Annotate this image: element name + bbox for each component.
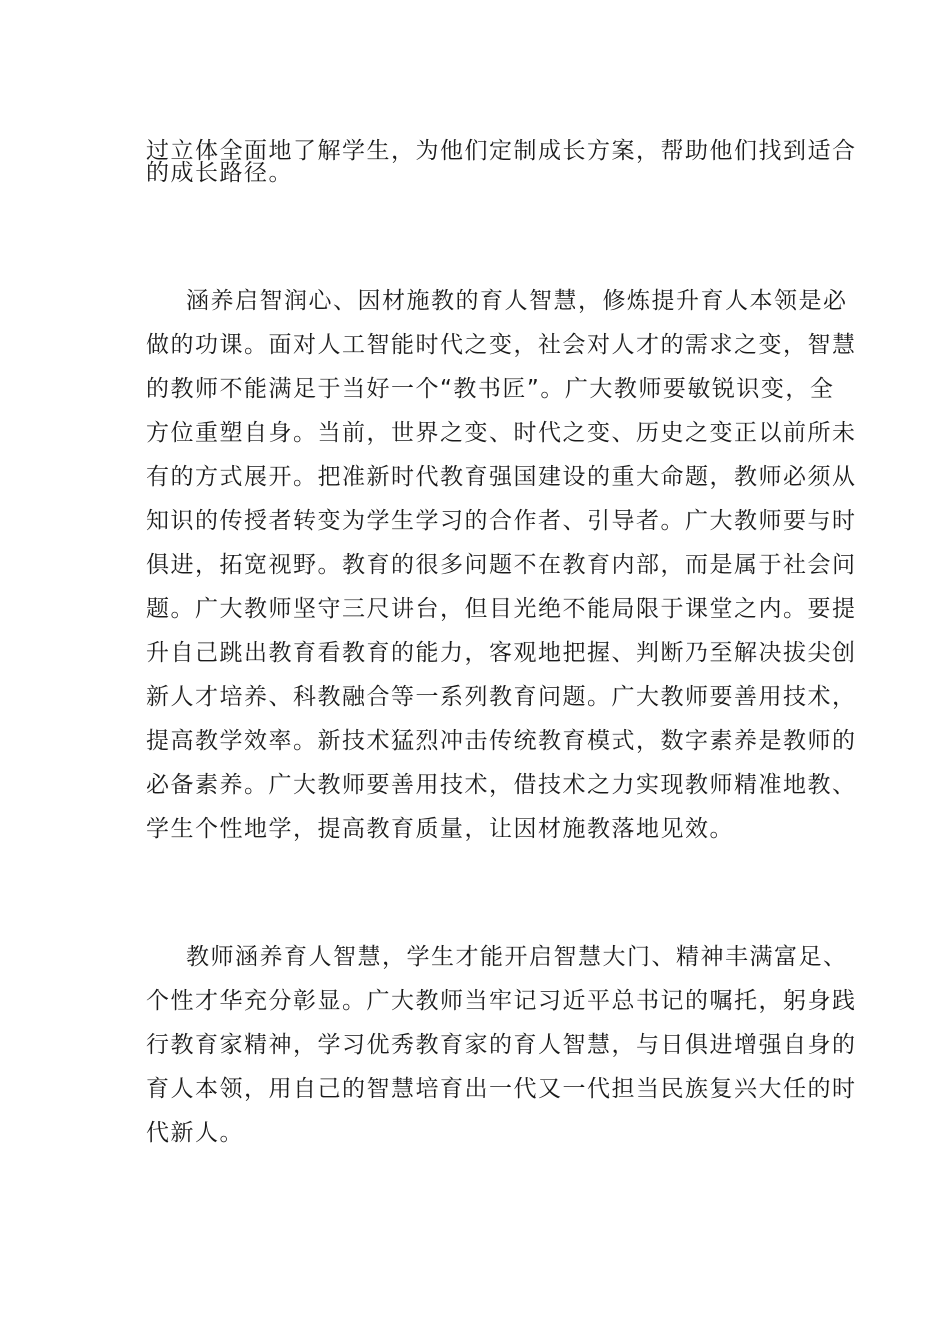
- paragraph-1-line-2: 的成长路径。: [146, 160, 293, 186]
- paragraph-2-line-11: 提高教学效率。新技术猛烈冲击传统教育模式，数字素养是教师的: [146, 728, 857, 754]
- paragraph-2-line-12: 必备素养。广大教师要善用技术，借技术之力实现教师精准地教、: [146, 772, 857, 798]
- paragraph-2-line-13: 学生个性地学，提高教育质量，让因材施教落地见效。: [146, 816, 734, 842]
- paragraph-2-line-1: 涵养启智润心、因材施教的育人智慧，修炼提升育人本领是必: [186, 288, 848, 314]
- paragraph-2-line-10: 新人才培养、科教融合等一系列教育问题。广大教师要善用技术，: [146, 684, 857, 710]
- paragraph-2-line-3: 的教师不能满足于当好一个“教书匠”。广大教师要敏锐识变，全: [146, 376, 835, 402]
- paragraph-3-line-1: 教师涵养育人智慧，学生才能开启智慧大门、精神丰满富足、: [186, 944, 848, 970]
- paragraph-3-line-2: 个性才华充分彰显。广大教师当牢记习近平总书记的嘱托，躬身践: [146, 988, 857, 1014]
- paragraph-2-line-6: 知识的传授者转变为学生学习的合作者、引导者。广大教师要与时: [146, 508, 857, 534]
- paragraph-2-line-9: 升自己跳出教育看教育的能力，客观地把握、判断乃至解决拔尖创: [146, 640, 857, 666]
- paragraph-2-line-5: 有的方式展开。把准新时代教育强国建设的重大命题，教师必须从: [146, 464, 857, 490]
- paragraph-3-line-3: 行教育家精神，学习优秀教育家的育人智慧，与日俱进增强自身的: [146, 1032, 857, 1058]
- paragraph-2-line-2: 做的功课。面对人工智能时代之变，社会对人才的需求之变，智慧: [146, 332, 857, 358]
- paragraph-1-line-1: 过立体全面地了解学生，为他们定制成长方案，帮助他们找到适合: [146, 138, 857, 164]
- paragraph-3-line-5: 代新人。: [146, 1120, 244, 1146]
- paragraph-3-line-4: 育人本领，用自己的智慧培育出一代又一代担当民族复兴大任的时: [146, 1076, 857, 1102]
- paragraph-2-line-4: 方位重塑自身。当前，世界之变、时代之变、历史之变正以前所未: [146, 420, 857, 446]
- paragraph-2-line-7: 俱进，拓宽视野。教育的很多问题不在教育内部，而是属于社会问: [146, 552, 857, 578]
- paragraph-2-line-8: 题。广大教师坚守三尺讲台，但目光绝不能局限于课堂之内。要提: [146, 596, 857, 622]
